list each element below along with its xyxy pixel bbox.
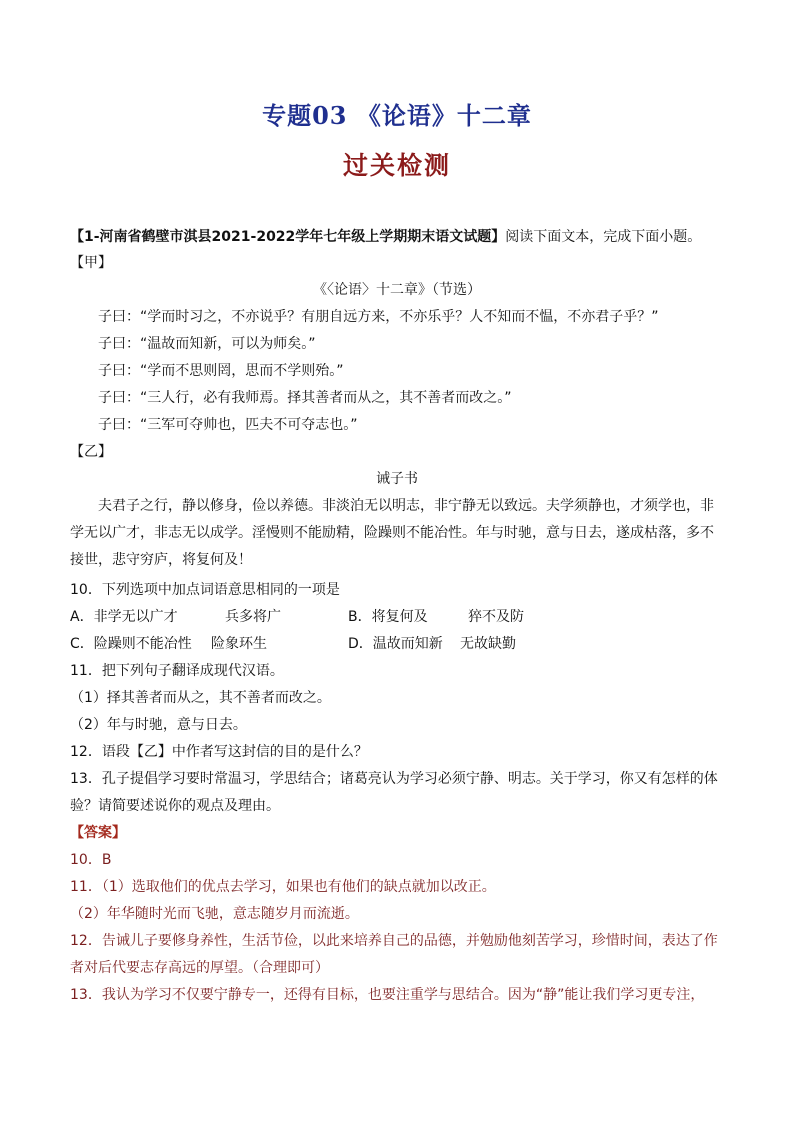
option-c: C．险躁则不能冶性 [70, 636, 192, 652]
yi-line: 夫君子之行，静以修身，俭以养德。非淡泊无以明志，非宁静无以致远。夫学须静也，才须学也，非 [98, 498, 714, 514]
option-b-word: 猝不及防 [468, 609, 524, 625]
yi-line: 学无以广才，非志无以成学。淫慢则不能励精，险躁则不能冶性。年与时驰，意与日去，遂成枯落，多不 [70, 525, 714, 541]
question-13: 验？请简要述说你的观点及理由。 [70, 798, 280, 814]
yi-line: 接世，悲守穷庐，将复何及！ [70, 552, 252, 568]
option-c-word: 险象环生 [211, 636, 267, 652]
answer-label: 【答案】 [70, 825, 126, 841]
question-11-item: （2）年与时驰，意与日去。 [70, 717, 247, 733]
question-11: 11．把下列句子翻译成现代汉语。 [70, 663, 284, 679]
question-13: 13．孔子提倡学习要时常温习，学思结合；诸葛亮认为学习必须宁静、明志。关于学习，你又有怎样的体 [70, 771, 718, 787]
page-subtitle: 过关检测 [342, 151, 451, 180]
jia-line: 子曰：“三人行，必有我师焉。择其善者而从之，其不善者而改之。” [98, 390, 512, 406]
option-a: A．非学无以广才 [70, 609, 178, 625]
answer-12: 12．告诫儿子要修身养性，生活节俭，以此来培养自己的品德，并勉励他刻苦学习，珍惜时间，表达了作 [70, 933, 718, 949]
jia-line: 子曰：“学而不思则罔，思而不学则殆。” [98, 363, 344, 379]
question-10: 10．下列选项中加点词语意思相同的一项是 [70, 582, 340, 598]
option-b: B．将复何及 [348, 609, 428, 625]
answer-12: 者对后代要志存高远的厚望。（合理即可） [70, 960, 329, 976]
answer-11: （2）年华随时光而飞驰，意志随岁月而流逝。 [70, 906, 359, 922]
answer-10: 10．B [70, 852, 112, 868]
yi-title: 诫子书 [376, 471, 418, 487]
option-a-word: 兵多将广 [225, 609, 281, 625]
question-11-item: （1）择其善者而从之，其不善者而改之。 [70, 690, 331, 706]
instruction-text: 阅读下面文本，完成下面小题。 [505, 229, 702, 245]
jia-title: 《〈论语〉十二章》（节选） [313, 282, 481, 298]
option-d-word: 无故缺勤 [460, 636, 516, 652]
question-12: 12．语段【乙】中作者写这封信的目的是什么？ [70, 744, 368, 760]
answer-13: 13．我认为学习不仅要宁静专一，还得有目标，也要注重学与思结合。因为“静”能让我们学习更专注， [70, 987, 705, 1003]
page-title: 专题03 《论语》十二章 [262, 101, 532, 130]
jia-line: 子曰：“三军可夺帅也，匹夫不可夺志也。” [98, 417, 358, 433]
section-yi-label: 【乙】 [70, 444, 112, 460]
jia-line: 子曰：“温故而知新，可以为师矣。” [98, 336, 316, 352]
section-jia-label: 【甲】 [70, 255, 112, 271]
source-line [70, 227, 730, 247]
answer-11: 11．（1）选取他们的优点去学习，如果也有他们的缺点就加以改正。 [70, 879, 496, 895]
source-text: 【1-河南省鹤壁市淇县2021-2022学年七年级上学期期末语文试题】 [70, 229, 506, 245]
option-d: D．温故而知新 [348, 636, 443, 652]
jia-line: 子曰：“学而时习之，不亦说乎？有朋自远方来，不亦乐乎？人不知而不愠，不亦君子乎？” [98, 309, 659, 325]
